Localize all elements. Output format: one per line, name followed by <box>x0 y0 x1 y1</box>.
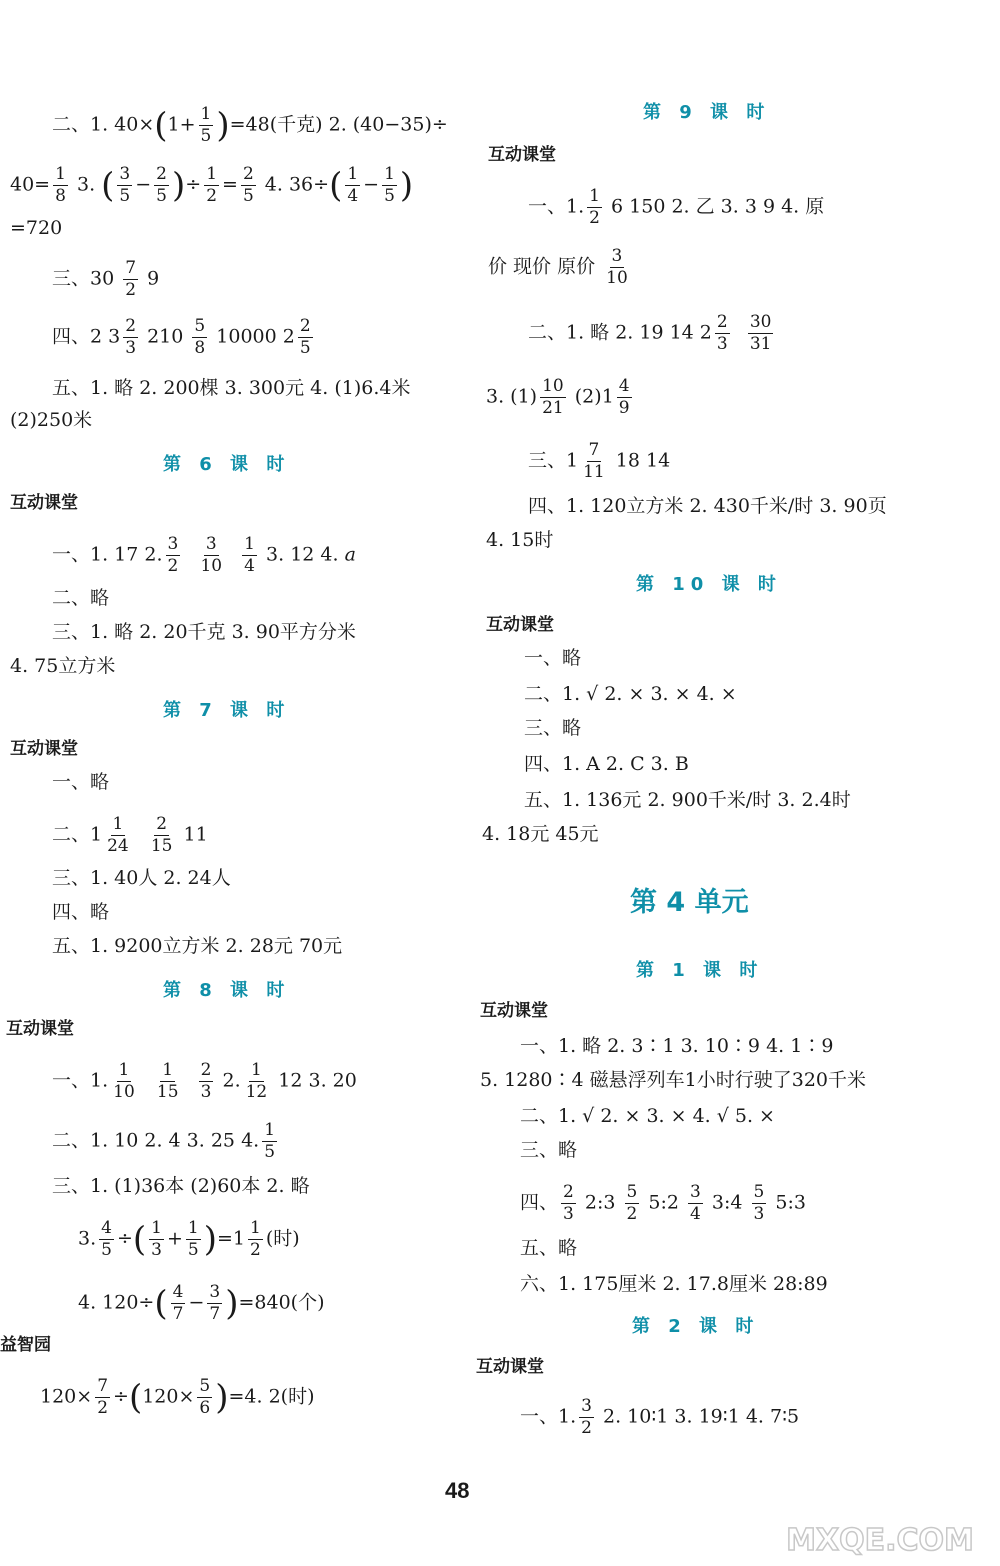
fraction: $\frac{1}{2}$ <box>589 186 600 228</box>
section-heading: 互动课堂 <box>480 1001 548 1021</box>
fraction: $\frac{1}{24}$ <box>107 814 129 856</box>
fraction: $\frac{1}{8}$ <box>55 164 66 206</box>
answer-line: 一、1. $\frac{1}{2}$ 6 150 2. 乙 3. 3 9 4. 原 <box>528 186 825 228</box>
fraction: $\frac{10}{21}$ <box>542 376 564 418</box>
fraction: $\frac{1}{12}$ <box>245 1060 268 1102</box>
answer-line: 三、1 $\frac{7}{11}$ 18 14 <box>528 440 671 482</box>
fraction: $\frac{1}{2}$ <box>250 1218 261 1260</box>
answer-line: 二、1. √ 2. × 3. × 4. × <box>524 683 737 705</box>
fraction: $\frac{1}{5}$ <box>384 164 395 206</box>
answer-line: 三、略 <box>520 1139 578 1161</box>
answer-line: 4. 15时 <box>486 529 554 551</box>
fraction: $\frac{5}{3}$ <box>753 1182 765 1224</box>
answer-line: 价 现价 原价 $\frac{3}{10}$ <box>488 246 628 288</box>
answer-line: 4. 120÷( $\frac{4}{7}$ − $\frac{3}{7}$ )=840(个) <box>78 1282 325 1324</box>
fraction: $\frac{4}{7}$ <box>172 1282 184 1324</box>
answer-line: 三、1. (1)36本 (2)60本 2. 略 <box>52 1175 310 1197</box>
text: =48(千克) 2. (40−35)÷ <box>229 113 448 136</box>
fraction: $\frac{2}{3}$ <box>125 316 137 358</box>
lesson-heading: 第 1 课 时 <box>636 960 764 981</box>
answer-line: 二、1. √ 2. × 3. × 4. √ 5. × <box>520 1105 775 1127</box>
fraction: $\frac{3}{2}$ <box>167 534 179 576</box>
answer-line: 二、1 $\frac{1}{24}$ $\frac{2}{15}$ 11 <box>52 814 208 856</box>
svg-text:MXQE.COM: MXQE.COM <box>786 1523 974 1558</box>
answer-line: 二、1. 40×(1+ $\frac{1}{5}$ )=48(千克) 2. (40−35)÷ <box>52 104 448 146</box>
lesson-heading: 第 8 课 时 <box>163 980 291 1001</box>
answer-line: 三、30 $\frac{7}{2}$ 9 <box>52 258 160 300</box>
answer-line: 一、略 <box>524 647 582 669</box>
answer-line: 4. 18元 45元 <box>482 823 599 845</box>
answer-line: 六、1. 175厘米 2. 17.8厘米 28:89 <box>520 1273 828 1295</box>
answer-line: 一、略 <box>52 771 110 793</box>
fraction: $\frac{1}{4}$ <box>244 534 255 576</box>
fraction: $\frac{2}{15}$ <box>150 814 173 856</box>
section-heading: 互动课堂 <box>10 739 78 759</box>
answer-line: 五、略 <box>520 1237 578 1259</box>
lesson-heading: 第 9 课 时 <box>643 102 771 123</box>
fraction: $\frac{2}{5}$ <box>242 164 254 206</box>
fraction: $\frac{1}{15}$ <box>156 1060 179 1102</box>
fraction: $\frac{4}{9}$ <box>618 376 630 418</box>
fraction: $\frac{1}{5}$ <box>187 1218 199 1260</box>
fraction: $\frac{1}{3}$ <box>151 1218 162 1260</box>
answer-line: 二、1. 略 2. 19 14 2 $\frac{2}{3}$ $\frac{30}{31}$ <box>528 312 772 354</box>
answer-line: 四、略 <box>52 901 110 923</box>
section-heading: 互动课堂 <box>6 1019 74 1039</box>
fraction: $\frac{2}{5}$ <box>156 164 167 206</box>
answer-line: 四、1. A 2. C 3. B <box>524 753 689 775</box>
lesson-heading: 第 6 课 时 <box>163 454 291 475</box>
fraction: $\frac{2}{3}$ <box>716 312 728 354</box>
fraction: $\frac{3}{5}$ <box>119 164 131 206</box>
fraction: $\frac{2}{3}$ <box>563 1182 574 1224</box>
fraction: $\frac{7}{11}$ <box>583 440 605 482</box>
answer-line: 五、1. 9200立方米 2. 28元 70元 <box>52 935 343 957</box>
fraction: $\frac{2}{3}$ <box>200 1060 212 1102</box>
fraction: $\frac{1}{5}$ <box>200 104 212 146</box>
answer-line: 二、略 <box>52 587 110 609</box>
answer-line: 五、1. 略 2. 200棵 3. 300元 4. (1)6.4米 <box>52 377 411 399</box>
answer-line: 一、1. 17 2. $\frac{3}{2}$ $\frac{3}{10}$ $\frac{1}{4}$ 3. 12 4. a <box>52 534 356 576</box>
answer-line: 40= $\frac{1}{8}$ 3. ( $\frac{3}{5}$ − $\frac{2}{5}$ )÷ $\frac{1}{2}$ = $\frac{2}{5}$ 4. 36÷( $\frac{1}{4}$ − $\frac{1}{5}$ ) <box>10 164 414 206</box>
fraction: $\frac{5}{2}$ <box>626 1182 638 1224</box>
watermark-logo <box>770 1510 990 1560</box>
section-heading: 互动课堂 <box>476 1357 544 1377</box>
answer-line: 3. (1) $\frac{10}{21}$ (2)1 $\frac{4}{9}$ <box>486 376 630 418</box>
text: 二、1. 40× <box>52 113 155 136</box>
fraction: $\frac{3}{2}$ <box>581 1396 592 1438</box>
fraction: $\frac{7}{2}$ <box>125 258 137 300</box>
fraction: $\frac{4}{5}$ <box>101 1218 112 1260</box>
lesson-heading: 第 7 课 时 <box>163 700 291 721</box>
fraction: $\frac{1}{5}$ <box>264 1120 276 1162</box>
section-heading: 互动课堂 <box>10 493 78 513</box>
answer-line: 二、1. 10 2. 4 3. 25 4. $\frac{1}{5}$ <box>52 1120 276 1162</box>
answer-line: 一、1. $\frac{1}{10}$ $\frac{1}{15}$ $\frac{2}{3}$ 2. $\frac{1}{12}$ 12 3. 20 <box>52 1060 357 1102</box>
answer-line: 五、1. 136元 2. 900千米/时 3. 2.4时 <box>524 789 851 811</box>
answer-line: 4. 75立方米 <box>10 655 116 677</box>
page-number: 48 <box>445 1478 470 1503</box>
section-heading: 益智园 <box>0 1335 51 1355</box>
text: 1+ <box>167 113 196 136</box>
fraction: $\frac{5}{8}$ <box>194 316 206 358</box>
answer-line: (2)250米 <box>10 409 93 431</box>
answer-line: 三、1. 略 2. 20千克 3. 90平方分米 <box>52 621 356 643</box>
answer-line: 三、略 <box>524 717 582 739</box>
answer-line: 四、 $\frac{2}{3}$ 2:3 $\frac{5}{2}$ 5:2 $\frac{3}{4}$ 3:4 $\frac{5}{3}$ 5:3 <box>520 1182 806 1224</box>
fraction: $\frac{2}{5}$ <box>299 316 311 358</box>
fraction: $\frac{3}{10}$ <box>200 534 223 576</box>
fraction: $\frac{7}{2}$ <box>97 1376 109 1418</box>
section-heading: 互动课堂 <box>486 615 554 635</box>
answer-line: 一、1. $\frac{3}{2}$ 2. 10∶1 3. 19∶1 4. 7∶5 <box>520 1396 800 1438</box>
lesson-heading: 第 2 课 时 <box>632 1316 760 1337</box>
lesson-heading: 第 10 课 时 <box>636 574 782 595</box>
fraction: $\frac{3}{4}$ <box>690 1182 701 1224</box>
fraction: $\frac{3}{10}$ <box>606 246 628 288</box>
fraction: $\frac{3}{7}$ <box>209 1282 221 1324</box>
fraction: $\frac{1}{4}$ <box>347 164 359 206</box>
fraction: $\frac{5}{6}$ <box>199 1376 211 1418</box>
fraction: $\frac{30}{31}$ <box>749 312 772 354</box>
fraction: $\frac{1}{10}$ <box>113 1060 135 1102</box>
answer-line: 5. 1280∶4 磁悬浮列车1小时行驶了320千米 <box>480 1069 867 1091</box>
unit-heading: 第 4 单元 <box>630 887 749 918</box>
answer-line: =720 <box>10 217 63 239</box>
answer-line: 一、1. 略 2. 3∶1 3. 10∶9 4. 1∶9 <box>520 1035 834 1057</box>
answer-line: 120× $\frac{7}{2}$ ÷(120× $\frac{5}{6}$ )=4. 2(时) <box>40 1376 315 1418</box>
answer-line: 三、1. 40人 2. 24人 <box>52 867 231 889</box>
answer-line: 四、2 3 $\frac{2}{3}$ 210 $\frac{5}{8}$ 10000 2 $\frac{2}{5}$ <box>52 316 311 358</box>
answer-line: 3. $\frac{4}{5}$ ÷( $\frac{1}{3}$ + $\frac{1}{5}$ )=1 $\frac{1}{2}$ (时) <box>78 1218 300 1260</box>
fraction: $\frac{1}{2}$ <box>206 164 218 206</box>
section-heading: 互动课堂 <box>488 145 556 165</box>
answer-line: 四、1. 120立方米 2. 430千米/时 3. 90页 <box>528 495 887 517</box>
